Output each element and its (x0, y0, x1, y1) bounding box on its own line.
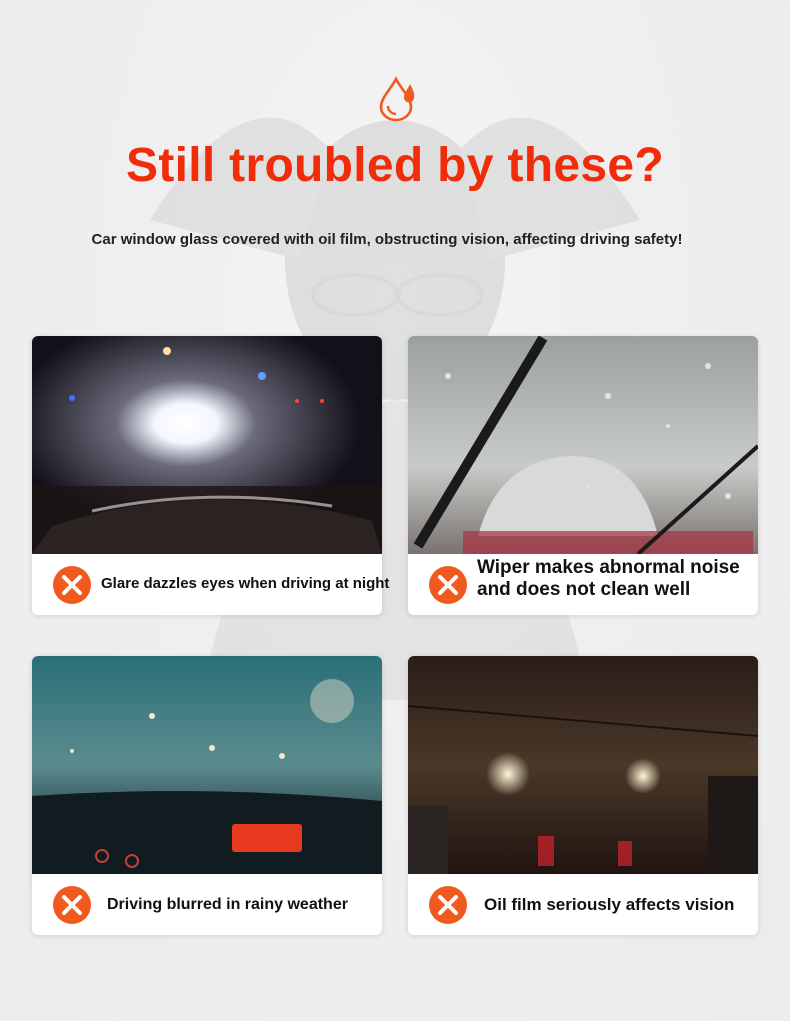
problem-caption: Glare dazzles eyes when driving at night (101, 575, 390, 592)
page-subtitle: Car window glass covered with oil film, obstructing vision, affecting driving safety! (91, 231, 683, 248)
rainy-windshield-photo (32, 656, 382, 874)
problem-card-night-glare (32, 336, 390, 615)
night-glare-photo (32, 336, 382, 554)
problem-caption: Driving blurred in rainy weather (107, 896, 348, 913)
problem-card-oil-film (408, 656, 758, 935)
wiper-rain-photo (408, 336, 758, 554)
x-circle-icon (52, 565, 92, 605)
x-circle-icon (428, 565, 468, 605)
water-drops-icon (376, 76, 420, 122)
x-circle-icon (428, 885, 468, 925)
problem-caption: Wiper makes abnormal noise and does not clean well (477, 557, 740, 600)
problem-card-wiper-noise (408, 336, 758, 615)
oil-film-night-photo (408, 656, 758, 874)
x-circle-icon (52, 885, 92, 925)
problem-caption: Oil film seriously affects vision (484, 895, 735, 914)
page-title: Still troubled by these? (126, 139, 664, 192)
problem-card-rainy-blur (32, 656, 382, 935)
